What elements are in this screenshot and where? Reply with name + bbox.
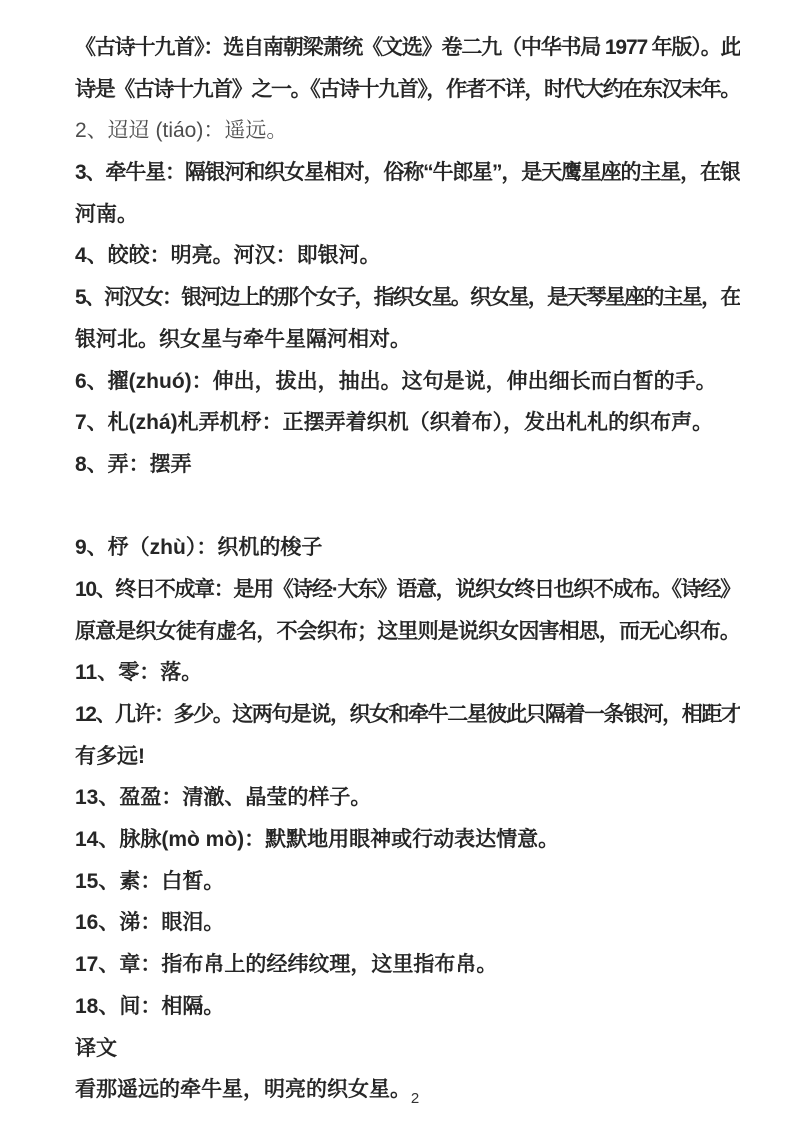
text-line: 11、零：落。 — [75, 661, 203, 685]
text-line: 13、盈盈：清澈、晶莹的样子。 — [75, 786, 372, 810]
text-line: 8、弄：摆弄 — [75, 452, 192, 476]
text-line: 7、札(zhá)札弄机杼：正摆弄着织机（织着布），发出札札的织布声。 — [75, 411, 714, 435]
text-line: 18、间：相隔。 — [75, 994, 225, 1018]
text-line: 有多远! — [75, 744, 145, 768]
text-line: 河南。 — [75, 202, 138, 226]
text-line: 3、牵牛星：隔银河和织女星相对，俗称“牛郎星”，是天鹰星座的主星，在银 — [75, 161, 740, 185]
text-line: 12、几许：多少。这两句是说，织女和牵牛二星彼此只隔着一条银河，相距才 — [75, 703, 740, 726]
page-number: 2 — [410, 1090, 420, 1107]
text-line: 译文 — [75, 1036, 117, 1060]
text-line: 14、脉脉(mò mò)：默默地用眼神或行动表达情意。 — [75, 828, 560, 852]
text-line: 6、擢(zhuó)：伸出，拔出，抽出。这句是说，伸出细长而白皙的手。 — [75, 369, 717, 393]
text-line: 5、河汉女：银河边上的那个女子，指织女星。织女星，是天琴星座的主星，在 — [75, 286, 740, 310]
blank-line — [75, 486, 740, 528]
text-line: 15、素：白皙。 — [75, 869, 225, 893]
text-line: 9、杼（zhù）：织机的梭子 — [75, 536, 323, 560]
text-line: 银河北。织女星与牵牛星隔河相对。 — [75, 327, 411, 351]
document-body — [75, 27, 740, 1111]
text-line: 16、涕：眼泪。 — [75, 911, 225, 935]
text-line: 17、章：指布帛上的经纬纹理，这里指布帛。 — [75, 953, 498, 977]
text-line: 原意是织女徒有虚名，不会织布；这里则是说织女因害相思，而无心织布。 — [75, 619, 740, 643]
text-line: 《古诗十九首》：选自南朝梁萧统《文选》卷二九（中华书局 1977 年版）。此 — [75, 36, 740, 59]
text-line: 10、终日不成章：是用《诗经·大东》语意，说织女终日也织不成布。《诗经》 — [75, 577, 740, 601]
text-line: 诗是《古诗十九首》之一。《古诗十九首》，作者不详，时代大约在东汉末年。 — [75, 77, 740, 101]
text-line: 4、皎皎：明亮。河汉：即银河。 — [75, 244, 381, 268]
text-line: 2、迢迢 (tiáo)：遥远。 — [75, 119, 288, 143]
text-line: 看那遥远的牵牛星，明亮的织女星。 — [75, 1078, 411, 1102]
